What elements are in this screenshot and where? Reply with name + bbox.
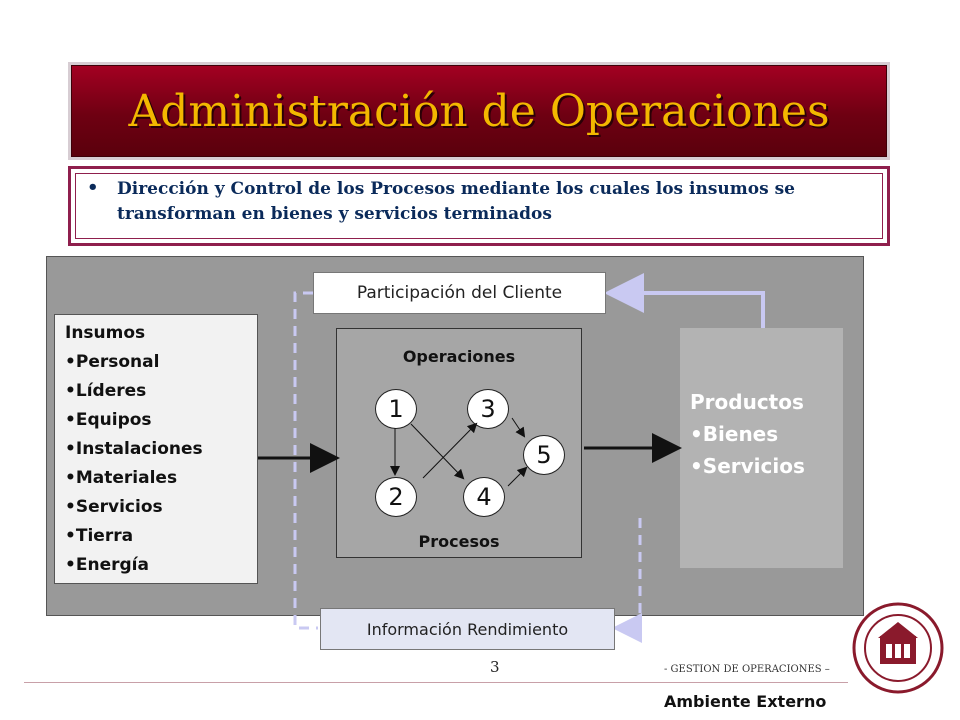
page-title: Administración de Operaciones — [128, 85, 830, 137]
process-node-3: 3 — [467, 389, 509, 429]
processes-label: Procesos — [418, 532, 500, 551]
process-node-4: 4 — [463, 477, 505, 517]
footer-divider — [24, 682, 848, 683]
input-item: •Instalaciones — [65, 439, 203, 459]
process-node-1: 1 — [375, 389, 417, 429]
output-item: •Bienes — [690, 422, 779, 446]
input-item: •Materiales — [65, 468, 178, 488]
definition-box — [68, 166, 890, 246]
input-item: •Líderes — [65, 381, 147, 401]
outputs-heading: Productos — [690, 390, 804, 414]
process-node-5: 5 — [523, 435, 565, 475]
process-node-2: 2 — [375, 477, 417, 517]
inputs-box — [54, 314, 258, 584]
input-item: •Tierra — [65, 526, 134, 546]
definition-text: Dirección y Control de los Procesos mediante los cuales los insumos se transforman en bienes y servicios terminados — [117, 179, 795, 224]
university-seal-logo — [852, 602, 944, 694]
course-label: - GESTION DE OPERACIONES – — [664, 664, 830, 675]
client-participation-box: Participación del Cliente — [313, 272, 606, 314]
outputs-box — [680, 328, 843, 568]
performance-info-box: Información Rendimiento — [320, 608, 615, 650]
page-number: 3 — [490, 658, 500, 676]
input-item: •Personal — [65, 352, 160, 372]
input-item: •Equipos — [65, 410, 152, 430]
definition-bullet: • — [87, 177, 99, 198]
title-banner — [68, 62, 890, 160]
operations-box — [336, 328, 582, 558]
input-item: •Energía — [65, 555, 149, 575]
external-environment-label: Ambiente Externo — [664, 692, 827, 711]
operations-heading: Operaciones — [402, 347, 516, 366]
inputs-heading: Insumos — [65, 323, 146, 343]
output-item: •Servicios — [690, 454, 805, 478]
input-item: •Servicios — [65, 497, 163, 517]
